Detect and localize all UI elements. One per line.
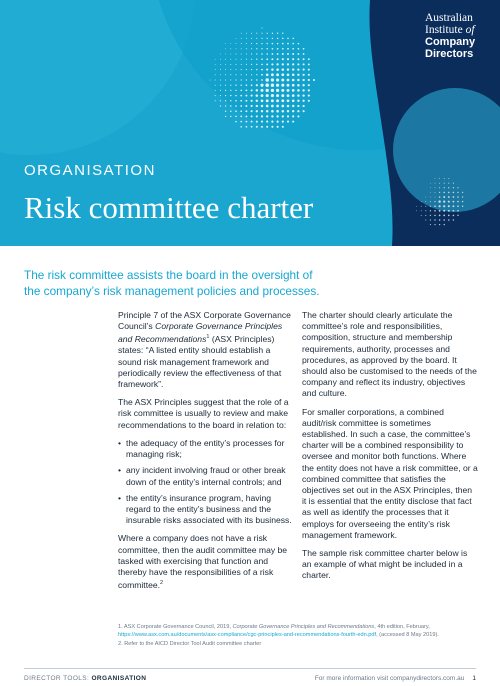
bullet-list <box>118 438 294 526</box>
bullet-icon: • <box>118 492 122 503</box>
left-column <box>118 310 294 598</box>
footer-divider <box>24 668 476 669</box>
list-item: • the adequacy of the entity’s processes for managing risk; <box>118 437 285 460</box>
intro-paragraph: The risk committee assists the board in the oversight of the company’s risk management policies and processes. <box>24 268 320 298</box>
paragraph: Principle 7 of the ASX Corporate Governance Council’s Corporate Governance Principles and Recommendations$^1$ (ASX Principles) states: “A listed entity should establish a sound risk management framework and periodically review the effectiveness of that framework”. <box>118 310 291 390</box>
footnotes <box>118 624 483 651</box>
page-title: Risk committee charter <box>24 190 314 225</box>
footnote-link[interactable]: https://www.asx.com.au/documents/asx-compliance/cgc-principles-and-recommendations-fourth-edn.pdf <box>118 631 377 638</box>
paragraph: The ASX Principles suggest that the role of a risk committee is usually to review and make recommendations to the board in relation to: <box>118 397 289 430</box>
section-kicker: ORGANISATION <box>24 162 156 179</box>
list-item: • any incident involving fraud or other break down of the entity’s internal controls; and <box>118 465 286 487</box>
logo-line-4: Directors <box>425 48 474 60</box>
logo-line-3: Company <box>425 36 476 48</box>
paragraph: The charter should clearly articulate the committee’s role and responsibilities, composition, structure and membership requirements, authority, processes and procedures, as approved by the board. It should also be customised to the needs of the company and reflect its industry, objectives and culture. <box>302 310 477 399</box>
footer-info <box>300 675 476 682</box>
aicd-logo <box>425 12 497 60</box>
right-column <box>302 310 478 589</box>
paragraph: Where a company does not have a risk committee, then the audit committee may be tasked with exercising that function and thereby have the responsibilities of a risk committee.$^2$ <box>118 533 288 590</box>
logo-line-1: Australian <box>425 12 473 24</box>
paragraph: The sample risk committee charter below is an example of what might be included in a charter. <box>302 548 468 581</box>
paragraph: For smaller corporations, a combined audit/risk committee is sometimes established. In such a case, the committee’s charter will be a combined responsibility to oversee and monitor both functions. Where the entity does not have a risk committee, or a combined committee that satisfies the objectives set out in the ASX Principles, then it is essential that the entity disclose that fact as well as identify the processes that it employs for overseeing the entity’s risk management framework. <box>302 406 478 540</box>
bullet-icon: • <box>118 465 122 476</box>
list-item: • the entity’s insurance program, having regard to the entity’s business and the insurable risks associated with its business. <box>118 492 292 526</box>
page-header <box>0 0 500 246</box>
footer-section-label: DIRECTOR TOOLS: ORGANISATION <box>24 675 147 682</box>
logo-line-2: Institute of <box>425 24 475 36</box>
footnote-1: 1. ASX Corporate Governance Council, 2019, Corporate Governance Principles and Recommendations, 4th edition, February, https://www.asx.com.au/documents/asx-compliance/cgc-principles-and-recommendations-fourth-edn.pdf, (accessed 8 May 2019). <box>118 624 439 638</box>
footnote-2: 2. Refer to the AICD Director Tool Audit committee charter <box>118 641 262 648</box>
page-number: 1 <box>472 675 476 682</box>
footer-website-text: For more information visit companydirectors.com.au <box>314 675 465 682</box>
bullet-icon: • <box>118 437 122 448</box>
